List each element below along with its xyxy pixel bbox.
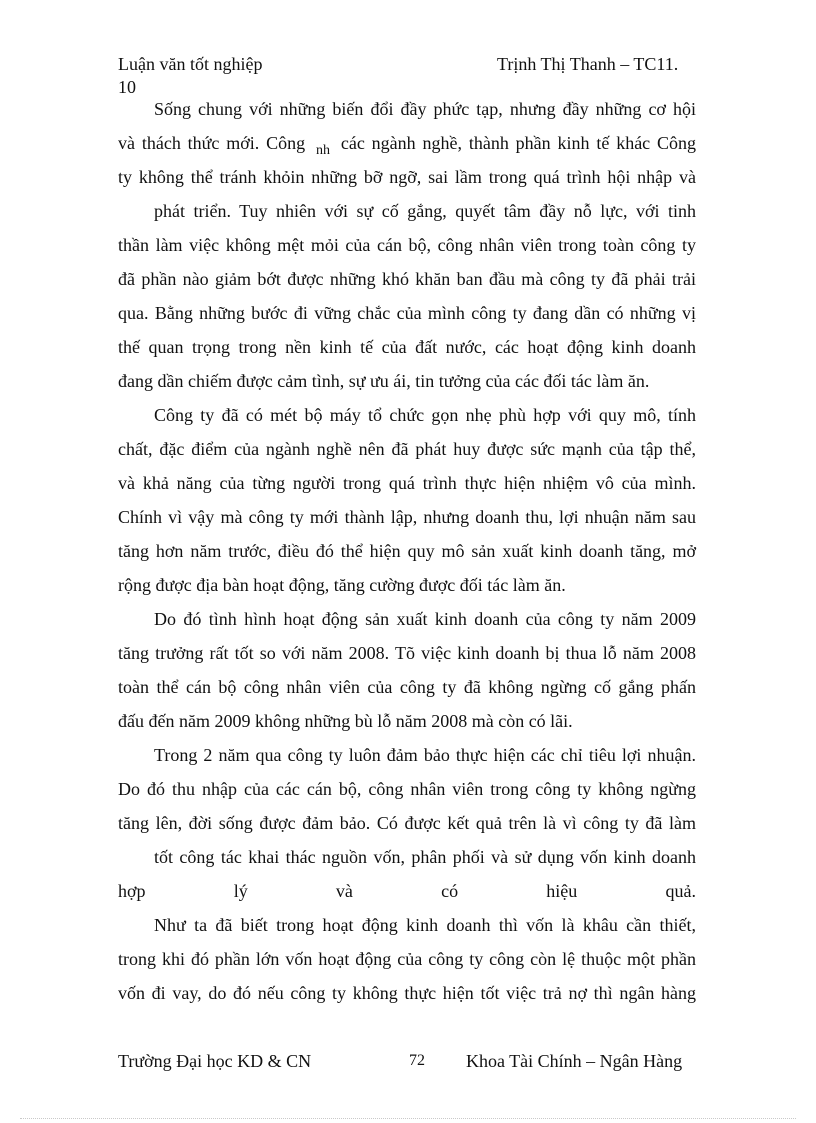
text-line: thần làm việc không mệt mỏi của cán bộ, công nhân viên trong toàn công ty xyxy=(118,235,696,255)
text-line: thế quan trọng trong nền kinh tế của đất nước, các hoạt động kinh doanh xyxy=(118,337,696,357)
text-line xyxy=(118,126,696,160)
text-line: tăng lên, đời sống được đảm bảo. Có được kết quả trên là vì công ty đã làm xyxy=(118,813,696,833)
text-segment: các ngành nghề, thành phần kinh tế khác Công xyxy=(340,133,697,153)
text-line: và khả năng của từng người trong quá trình thực hiện nhiệm vô của mình. xyxy=(118,473,696,493)
text-line: Chính vì vậy mà công ty mới thành lập, nhưng doanh thu, lợi nhuận năm sau xyxy=(118,507,696,527)
header-author: Trịnh Thị Thanh – TC11. xyxy=(497,54,679,74)
text-line: Công ty đã có mét bộ máy tổ chức gọn nhẹ phù hợp với quy mô, tính xyxy=(154,405,696,425)
text-line: Sống chung với những biến đổi đầy phức tạp, nhưng đầy những cơ hội xyxy=(154,99,696,119)
text-line: tốt công tác khai thác nguồn vốn, phân phối và sử dụng vốn kinh doanh xyxy=(154,847,696,867)
text-fragment: nh xyxy=(316,143,330,158)
page-bottom-divider xyxy=(20,1118,796,1119)
text-line: ty không thể tránh khỏin những bỡ ngỡ, sai lầm trong quá trình hội nhập và xyxy=(118,167,696,187)
text-line: đã phần nào giảm bớt được những khó khăn ban đầu mà công ty đã phải trải xyxy=(118,269,696,289)
header-thesis-title: Luận văn tốt nghiệp xyxy=(118,54,263,74)
text-segment: và thách thức mới. Công xyxy=(118,133,306,153)
text-line: vốn đi vay, do đó nếu công ty không thực hiện tốt việc trả nợ thì ngân hàng xyxy=(118,983,696,1003)
text-line: tăng hơn năm trước, điều đó thể hiện quy mô sản xuất kinh doanh tăng, mở xyxy=(118,541,696,561)
header-class-number: 10 xyxy=(118,77,136,97)
text-line: rộng được địa bàn hoạt động, tăng cường được đối tác làm ăn. xyxy=(118,575,566,595)
text-line: Như ta đã biết trong hoạt động kinh doanh thì vốn là khâu cần thiết, xyxy=(154,915,696,935)
footer-faculty: Khoa Tài Chính – Ngân Hàng xyxy=(466,1051,683,1071)
text-line: tăng trưởng rất tốt so với năm 2008. Tõ việc kinh doanh bị thua lỗ năm 2008 xyxy=(118,643,696,663)
text-line: đấu đến năm 2009 không những bù lỗ năm 2008 mà còn có lãi. xyxy=(118,711,573,731)
body-text xyxy=(118,92,696,1010)
text-line: đang dần chiếm được cảm tình, sự ưu ái, tin tưởng của các đối tác làm ăn. xyxy=(118,371,650,391)
text-line: chất, đặc điểm của ngành nghề nên đã phát huy được sức mạnh của tập thể, xyxy=(118,439,696,459)
text-line: trong khi đó phần lớn vốn hoạt động của công ty công còn lệ thuộc một phần xyxy=(118,949,696,969)
text-line: Do đó tình hình hoạt động sản xuất kinh doanh của công ty năm 2009 xyxy=(154,609,696,629)
text-line: Do đó thu nhập của các cán bộ, công nhân viên trong công ty không ngừng xyxy=(118,779,696,799)
text-line: phát triển. Tuy nhiên với sự cố gắng, quyết tâm đầy nỗ lực, với tinh xyxy=(154,201,696,221)
footer-page-number: 72 xyxy=(409,1052,425,1069)
text-line: Trong 2 năm qua công ty luôn đảm bảo thực hiện các chỉ tiêu lợi nhuận. xyxy=(154,745,696,765)
text-line: hợp lý và có hiệu quả. xyxy=(118,881,696,901)
footer-university: Trường Đại học KD & CN xyxy=(118,1051,312,1071)
text-line: toàn thể cán bộ công nhân viên của công ty đã không ngừng cố gắng phấn xyxy=(118,677,696,697)
text-line: qua. Bằng những bước đi vững chắc của mình công ty đang dần có những vị xyxy=(118,303,696,323)
